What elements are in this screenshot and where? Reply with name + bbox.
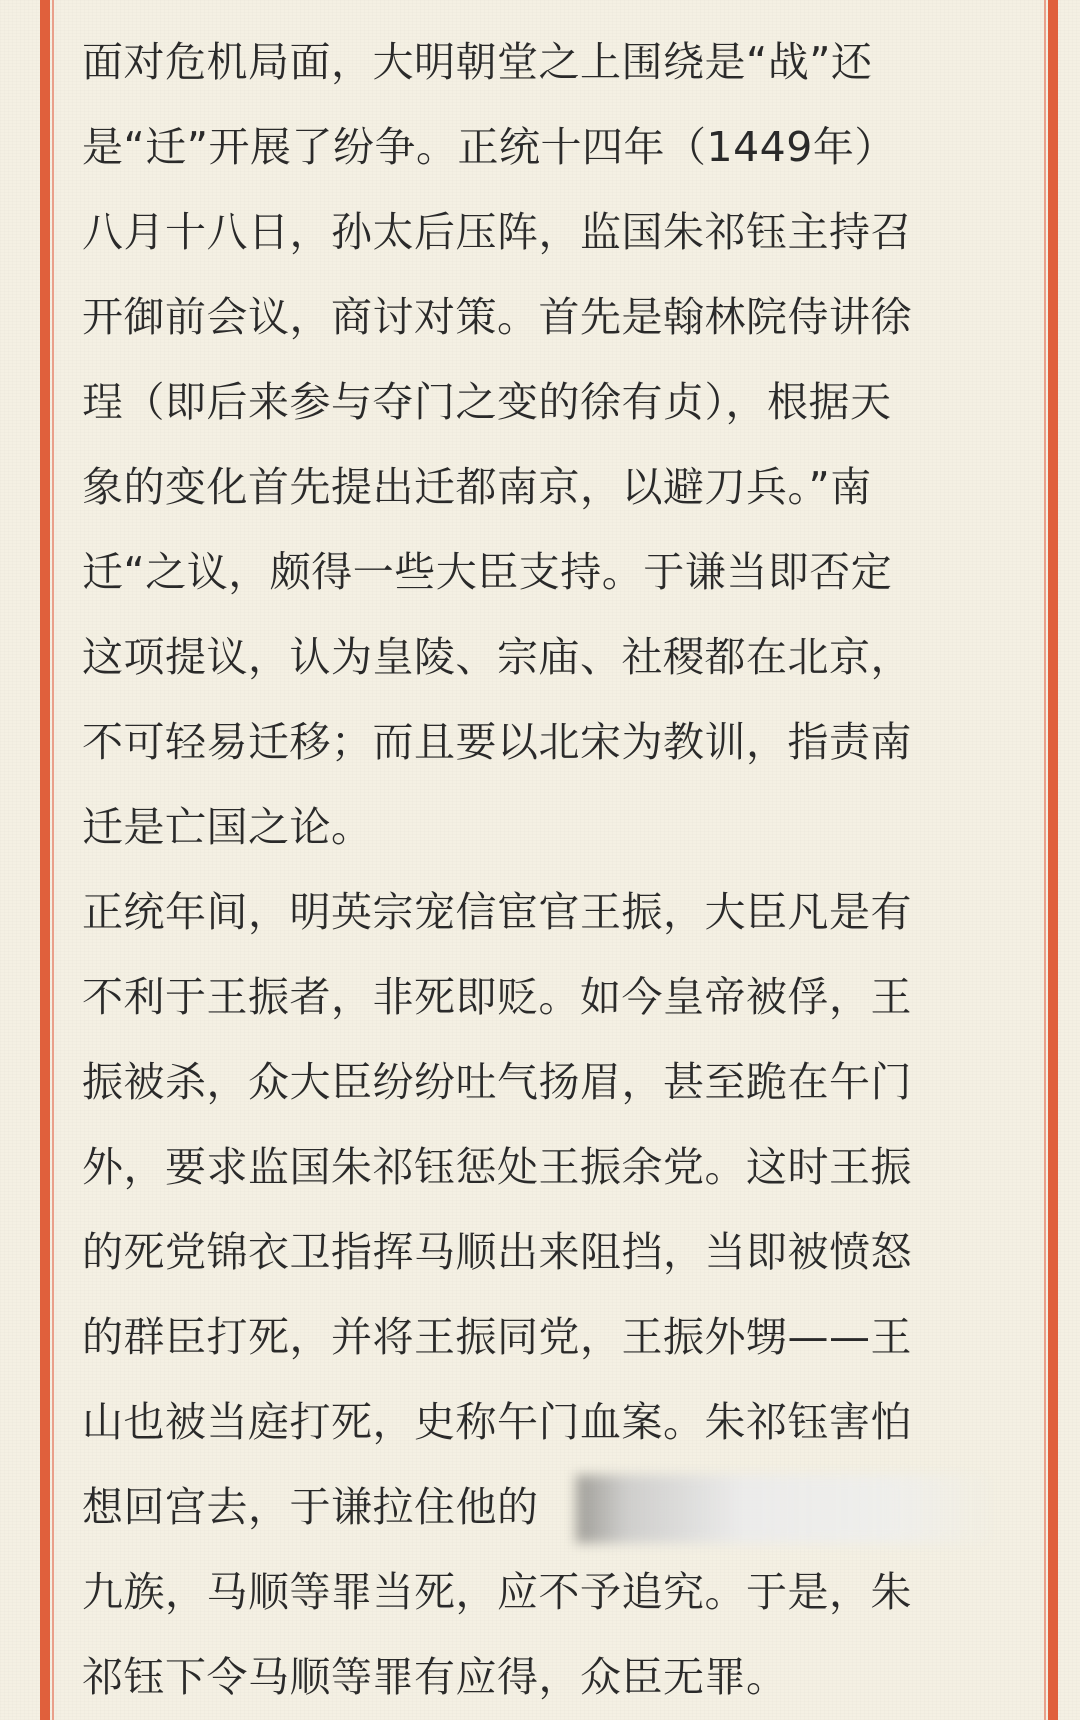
article-body bbox=[82, 20, 992, 1720]
right-border-decoration bbox=[1048, 0, 1058, 1720]
text-line: 面对危机局面，大明朝堂之上围绕是“战”还 bbox=[82, 38, 873, 86]
text-line: 是“迁”开展了纷争。正统十四年（1449年） bbox=[82, 123, 896, 171]
text-line: 九族，马顺等罪当死，应不予追究。于是，朱 bbox=[82, 1568, 912, 1616]
text-line: 开御前会议，商讨对策。首先是翰林院侍讲徐 bbox=[82, 293, 912, 341]
text-line: 这项提议，认为皇陵、宗庙、社稷都在北京， bbox=[82, 633, 912, 681]
text-line: 象的变化首先提出迁都南京，以避刀兵。”南 bbox=[82, 463, 872, 511]
text-line: 祁钰下令马顺等罪有应得，众臣无罪。 bbox=[82, 1653, 788, 1701]
text-line: 珵（即后来参与夺门之变的徐有贞），根据天 bbox=[82, 378, 892, 426]
text-line: 的死党锦衣卫指挥马顺出来阻挡，当即被愤怒 bbox=[82, 1228, 912, 1276]
text-line: 山也被当庭打死，史称午门血案。朱祁钰害怕 bbox=[82, 1398, 912, 1446]
text-line: 振被杀，众大臣纷纷吐气扬眉，甚至跪在午门 bbox=[82, 1058, 912, 1106]
left-border-inner-line bbox=[52, 0, 54, 1720]
left-border-decoration bbox=[40, 0, 50, 1720]
text-line: 想回宫去，于谦拉住他的 bbox=[82, 1483, 539, 1531]
text-line: 的群臣打死，并将王振同党，王振外甥——王 bbox=[82, 1313, 912, 1361]
text-line: 迁是亡国之论。 bbox=[82, 803, 373, 851]
text-line: 正统年间，明英宗宠信宦官王振，大臣凡是有 bbox=[82, 888, 912, 936]
text-line: 八月十八日，孙太后压阵，监国朱祁钰主持召 bbox=[82, 208, 912, 256]
redaction-blur bbox=[576, 1475, 996, 1543]
text-line: 迁“之议，颇得一些大臣支持。于谦当即否定 bbox=[82, 548, 893, 596]
text-line: 外，要求监国朱祁钰惩处王振余党。这时王振 bbox=[82, 1143, 912, 1191]
text-line: 不可轻易迁移；而且要以北宋为教训，指责南 bbox=[82, 718, 912, 766]
right-border-inner-line bbox=[1044, 0, 1046, 1720]
text-line: 不利于王振者，非死即贬。如今皇帝被俘，王 bbox=[82, 973, 912, 1021]
